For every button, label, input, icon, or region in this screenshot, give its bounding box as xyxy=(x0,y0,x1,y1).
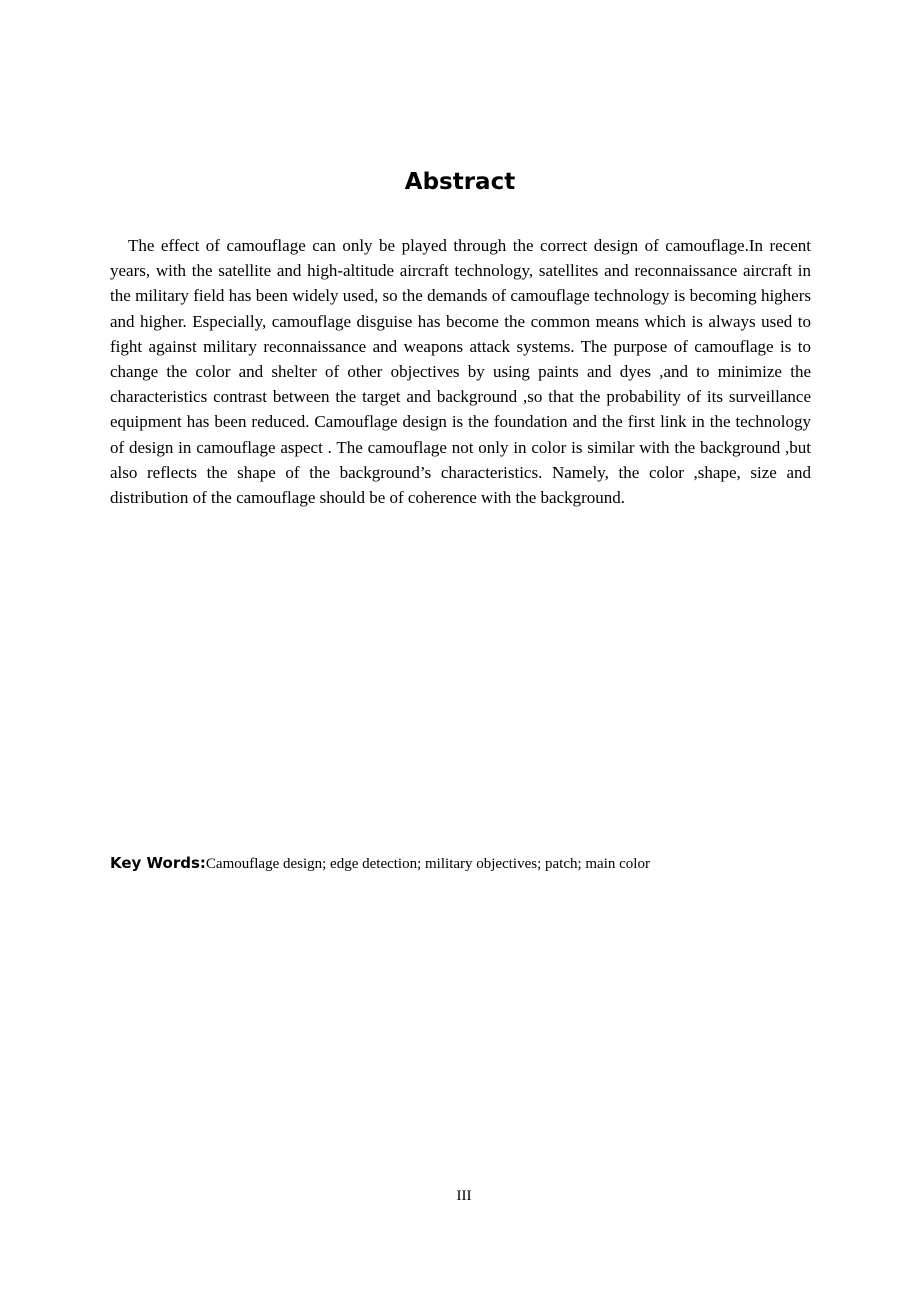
page-number: III xyxy=(456,1188,472,1204)
keywords-label: Key Words: xyxy=(110,854,206,872)
keywords-text: Camouflage design; edge detection; military objectives; patch; main color xyxy=(205,856,650,872)
abstract-body: The effect of camouflage can only be played through the correct design of camouflage.In recent years, with the satellite and high-altitude aircraft technology, satellites and reconnaissance aircraft in the military field has been widely used, so the demands of camouflage technology is becoming highers and higher. Especially, camouflage disguise has become the common means which is always used to fight against military reconnaissance and weapons attack systems. The purpose of camouflage is to change the color and shelter of other objectives by using paints and dyes ,and to minimize the characteristics contrast between the target and background ,so that the probability of its surveillance equipment has been reduced. Camouflage design is the foundation and the first link in the technology of design in camouflage aspect . The camouflage not only in color is similar with the background ,but also reflects the shape of the background’s characteristics. Namely, the color ,shape, size and distribution of the camouflage should be of coherence with the background. xyxy=(110,236,811,508)
abstract-title: Abstract xyxy=(404,169,516,195)
keywords-line xyxy=(110,851,820,876)
